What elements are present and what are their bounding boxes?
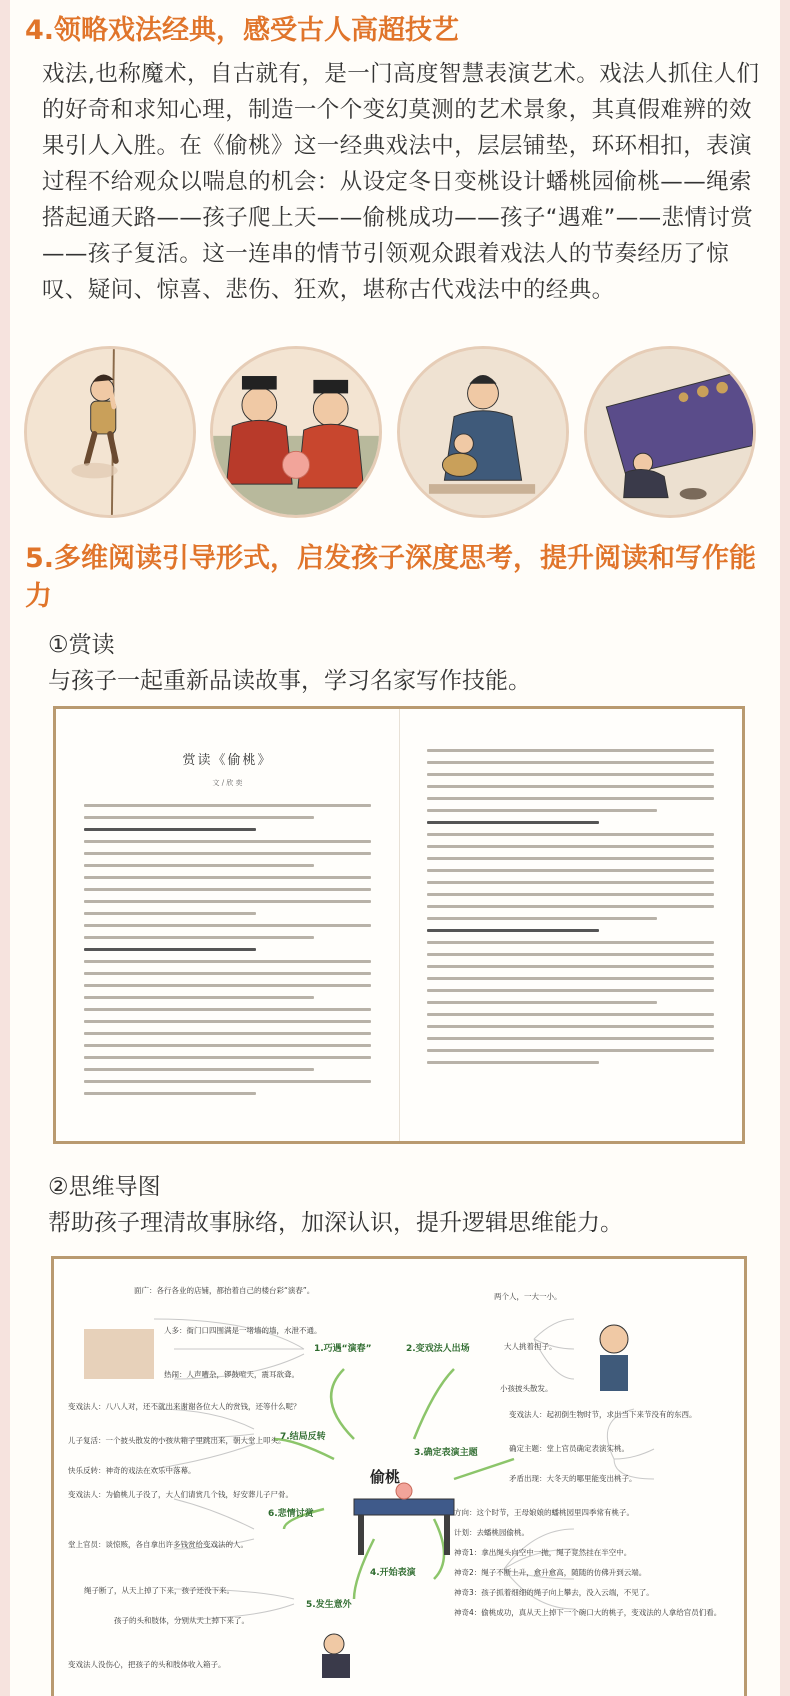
mindmap-branch-7: 7.结局反转 xyxy=(280,1432,326,1442)
mindmap-leaf: 方向：这个时节，王母娘娘的蟠桃园里四季常有桃子。 xyxy=(454,1508,634,1517)
mindmap-leaf: 小孩披头散发。 xyxy=(500,1384,553,1393)
section-5-title: 5.多维阅读引导形式，启发孩子深度思考，提升阅读和写作能力 xyxy=(25,543,757,612)
book-spread-image xyxy=(53,706,745,1144)
mindmap-leaf: 变戏法人没伤心，把孩子的头和肢体收入箱子。 xyxy=(68,1660,226,1669)
mindmap-leaf: 神奇4：偷桃成功，真从天上掉下一个碗口大的桃子，变戏法的人拿给官员们看。 xyxy=(454,1608,722,1617)
book-title: 赏读《偷桃》 xyxy=(182,753,273,768)
performer-holding-child-icon xyxy=(397,346,569,518)
book-author: 文 / 欣 奕 xyxy=(212,779,243,787)
mindmap-leaf: 孩子的头和肢体，分别从天上掉下来了。 xyxy=(114,1616,249,1625)
section-4-paragraph: 戏法,也称魔术，自古就有，是一门高度智慧表演艺术。戏法人抓住人们的好奇和求知心理，制造一个个变幻莫测的艺术景象，其真假难辨的效果引人入胜。在《偷桃》这一经典戏法中，层层铺垫，环环相扣，表演过程不给观众以喘息的机会：从设定冬日变桃设计蟠桃园偷桃——绳索搭起通天路——孩子爬上天——偷桃成功——孩子“遇难”——悲情讨赏——孩子复活。这一连串的情节引领观众跟着戏法人的节奏经历了惊叹、疑问、惊喜、悲伤、狂欢，堪称古代戏法中的经典。 xyxy=(42,61,760,303)
book-left-page xyxy=(56,709,399,1141)
read-appreciation-heading: ①赏读 xyxy=(48,632,115,658)
mindmap-leaf: 热闹：人声嘈杂，锣鼓喧天，震耳欲聋。 xyxy=(164,1370,299,1379)
boy-climbing-rope-icon xyxy=(24,346,196,518)
mindmap-branch-6: 6.悲情讨赏 xyxy=(268,1509,314,1519)
book-subhead-2 xyxy=(84,948,256,951)
section-4-title: 4.领略戏法经典，感受古人高超技艺 xyxy=(25,15,460,46)
mindmap-branch-3: 3.确定表演主题 xyxy=(414,1448,478,1458)
mindmap-branch-5: 5.发生意外 xyxy=(306,1600,352,1610)
mindmap-leaf: 神奇1：拿出绳头向空中一抛，绳子竟然挂在半空中。 xyxy=(454,1548,632,1557)
mindmap-branch-4: 4.开始表演 xyxy=(370,1568,416,1578)
mindmap-connectors xyxy=(54,1259,747,1696)
mindmap-leaf: 矛盾出现：大冬天的哪里能变出桃子。 xyxy=(509,1474,637,1483)
mindmap-leaf: 面广：各行各业的店铺，都抬着自己的楼台彩“演春”。 xyxy=(134,1286,315,1295)
mindmap-leaf: 确定主题：堂上官员确定表演实桃。 xyxy=(509,1444,629,1453)
mindmap-center: 偷桃 xyxy=(370,1468,401,1486)
mindmap-branch-2: 2.变戏法人出场 xyxy=(406,1344,470,1354)
performer-kneeling-icon xyxy=(584,346,756,518)
mindmap-leaf: 变戏法人：起初倒生物时节，求出当下来节没有的东西。 xyxy=(509,1410,697,1419)
mindmap-leaf: 儿子复活：一个披头散发的小孩从箱子里跳出来，朝大堂上叩头。 xyxy=(68,1436,286,1445)
book-subhead-1 xyxy=(84,828,256,831)
mindmap-image xyxy=(51,1256,747,1696)
mindmap-leaf: 神奇2：绳子不断上升，愈升愈高，随随的仿佛升到云端。 xyxy=(454,1568,647,1577)
mindmap-heading: ②思维导图 xyxy=(48,1174,161,1200)
book-right-page xyxy=(399,709,742,1141)
mindmap-leaf: 大人挑着担子。 xyxy=(504,1342,557,1351)
read-appreciation-text: 与孩子一起重新品读故事，学习名家写作技能。 xyxy=(48,668,531,694)
mindmap-leaf: 绳子断了，从天上掉了下来，孩子还没下来。 xyxy=(84,1586,234,1595)
mindmap-leaf: 快乐反转：神奇的戏法在欢乐中落幕。 xyxy=(68,1466,196,1475)
mindmap-leaf: 计划：去蟠桃园偷桃。 xyxy=(454,1528,529,1537)
mindmap-leaf: 神奇3：孩子抓着细细的绳子向上攀去，没入云端，不见了。 xyxy=(454,1588,654,1597)
mindmap-leaf: 堂上官员：谈惊赅，各自拿出许多钱赏给变戏法的人。 xyxy=(68,1540,248,1549)
mindmap-leaf: 两个人，一大一小。 xyxy=(494,1292,562,1301)
mindmap-leaf: 变戏法人：为偷桃儿子没了，大人们请赏几个钱，好安葬儿子尸骨。 xyxy=(68,1490,293,1499)
mindmap-leaf: 人多：衙门口四围满是一堵墙的墙，水泄不通。 xyxy=(164,1326,322,1335)
officials-with-peach-icon xyxy=(210,346,382,518)
mindmap-text: 帮助孩子理清故事脉络，加深认识，提升逻辑思维能力。 xyxy=(48,1210,623,1236)
mindmap-leaf: 变戏法人：八八人对，还不就出来谢谢各位大人的赏钱，还等什么呢？ xyxy=(68,1402,301,1411)
mindmap-branch-1: 1.巧遇“演春” xyxy=(314,1344,372,1354)
